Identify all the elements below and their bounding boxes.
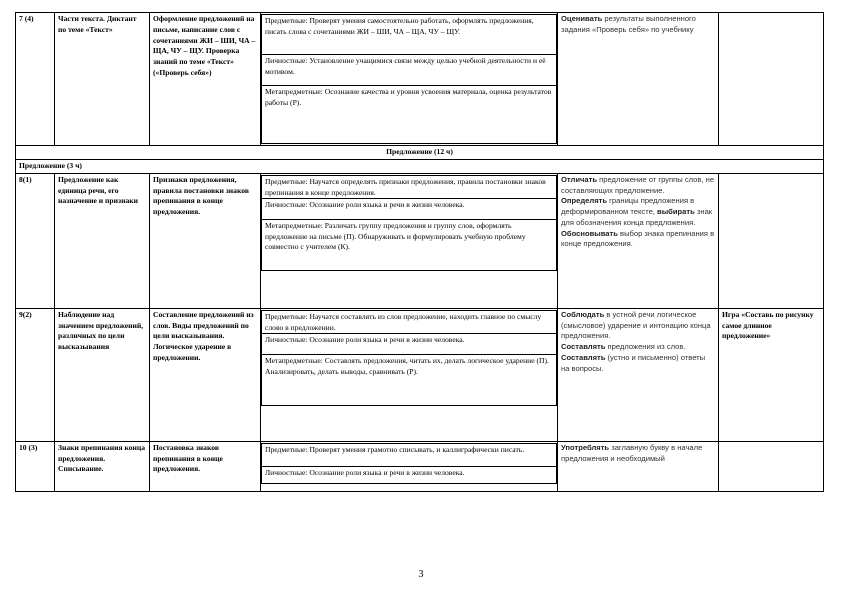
activity-verb: Составлять bbox=[561, 352, 606, 362]
student-activities bbox=[558, 13, 719, 146]
extra-activity bbox=[719, 13, 824, 146]
planned-results bbox=[261, 441, 558, 491]
activity-verb: Отличать bbox=[561, 174, 598, 184]
subsection-heading-row bbox=[16, 160, 824, 174]
subject-results: Предметные: Научатся определять признаки предложения, правила постановки знаков препинания в конце предложения. bbox=[261, 175, 557, 199]
lesson-content: Постановка знаков препинания в конце предложения. bbox=[150, 441, 261, 491]
activity-verb: Определять bbox=[561, 196, 608, 206]
activity-verb: Обосновывать bbox=[561, 228, 618, 238]
lesson-number: 8(1) bbox=[16, 173, 55, 308]
activity-verb: Употреблять bbox=[561, 442, 610, 452]
lesson-content: Признаки предложения, правила постановки знаков препинания в конце предложения. bbox=[150, 173, 261, 308]
table-row bbox=[16, 173, 824, 308]
lesson-content: Оформление предложений на письме, написание слов с сочетаниями ЖИ – ШИ, ЧА – ЩА, ЧУ – ЩУ. Проверка знаний по теме «Текст» («Проверь себя») bbox=[150, 13, 261, 146]
meta-results: Метапредметные: Составлять предложения, читать их, делать логическое ударение (П). Анализировать, делать выводы, сравнивать (Р). bbox=[261, 355, 557, 406]
planned-results bbox=[261, 13, 558, 146]
table-row bbox=[16, 441, 824, 491]
lesson-topic: Наблюдение над значением предложений, различных по цели высказывания bbox=[55, 308, 150, 441]
extra-activity bbox=[719, 441, 824, 491]
section-title: Предложение (12 ч) bbox=[16, 146, 824, 160]
lesson-plan-table bbox=[15, 12, 824, 492]
personal-results: Личностные: Осознание роли языка и речи в жизни человека. bbox=[261, 199, 557, 220]
lesson-number: 7 (4) bbox=[16, 13, 55, 146]
personal-results: Личностные: Осознание роли языка и речи в жизни человека. bbox=[261, 334, 557, 355]
table-row bbox=[16, 13, 824, 146]
activity-text: выбор знака препинания в конце предложения. bbox=[561, 228, 715, 249]
activity-text: (устно и письменно) ответы на вопросы. bbox=[561, 352, 706, 373]
page-number: 3 bbox=[418, 569, 424, 580]
activity-text: границы предложения в деформированном тексте, bbox=[561, 196, 695, 217]
meta-results: Метапредметные: Различать группу предложения и группу слов, оформлять предложение на письме (П). Обнаруживать и формулировать учебную проблему совместно с учителем (К). bbox=[261, 220, 557, 271]
subject-results: Предметные: Научатся составлять из слов предложение, находить главное по смыслу слово в предложении. bbox=[261, 310, 557, 334]
lesson-topic: Предложение как единица речи, его назначение и признаки bbox=[55, 173, 150, 308]
lesson-number: 9(2) bbox=[16, 308, 55, 441]
planned-results bbox=[261, 173, 558, 308]
lesson-topic: Части текста. Диктант по теме «Текст» bbox=[55, 13, 150, 146]
activity-verb: Составлять bbox=[561, 342, 606, 352]
activity-verb: выбирать bbox=[657, 207, 695, 217]
student-activities bbox=[558, 441, 719, 491]
activity-verb: Соблюдать bbox=[561, 309, 605, 319]
subject-results: Предметные: Проверят умения грамотно списывать, и каллиграфически писать. bbox=[261, 443, 557, 467]
activity-text: в устной речи логическое (смысловое) ударение и интонацию конца предложения. bbox=[561, 309, 711, 341]
section-heading-row bbox=[16, 146, 824, 160]
activity-verb: Оценивать bbox=[561, 14, 603, 23]
activity-text: знак для обозначения конца предложения. bbox=[561, 207, 713, 227]
lesson-topic: Знаки препинания конца предложения. Списывание. bbox=[55, 441, 150, 491]
personal-results: Личностные: Осознание роли языка и речи в жизни человека. bbox=[261, 467, 557, 484]
planned-results bbox=[261, 308, 558, 441]
lesson-content: Составление предложений из слов. Виды предложений по цели высказывания. Логическое ударение в предложении. bbox=[150, 308, 261, 441]
meta-results: Метапредметные: Осознание качества и уровня усвоения материала, оценка результатов работы (Р). bbox=[261, 86, 557, 144]
activity-text: заглавную букву в начале предложения и необходимый bbox=[561, 442, 703, 463]
extra-activity: Игра «Составь по рисунку самое длинное предложение» bbox=[719, 308, 824, 441]
personal-results: Личностные: Установление учащимися связи между целью учебной деятельности и её мотивом. bbox=[261, 55, 557, 86]
subsection-title: Предложение (3 ч) bbox=[16, 160, 824, 174]
student-activities bbox=[558, 308, 719, 441]
extra-activity bbox=[719, 173, 824, 308]
activity-text: результаты выполненного задания «Проверь себя» по учебнику bbox=[561, 14, 696, 34]
activity-text: предложение от группы слов, не составляющих предложение. bbox=[561, 174, 715, 195]
student-activities bbox=[558, 173, 719, 308]
subject-results: Предметные: Проверят умения самостоятельно работать, оформлять предложения, писать слова с сочетаниями ЖИ – ШИ, ЧА – ЩА, ЧУ – ЩУ. bbox=[261, 14, 557, 55]
activity-text: предложения из слов. bbox=[605, 342, 686, 352]
table-row bbox=[16, 308, 824, 441]
lesson-number: 10 (3) bbox=[16, 441, 55, 491]
